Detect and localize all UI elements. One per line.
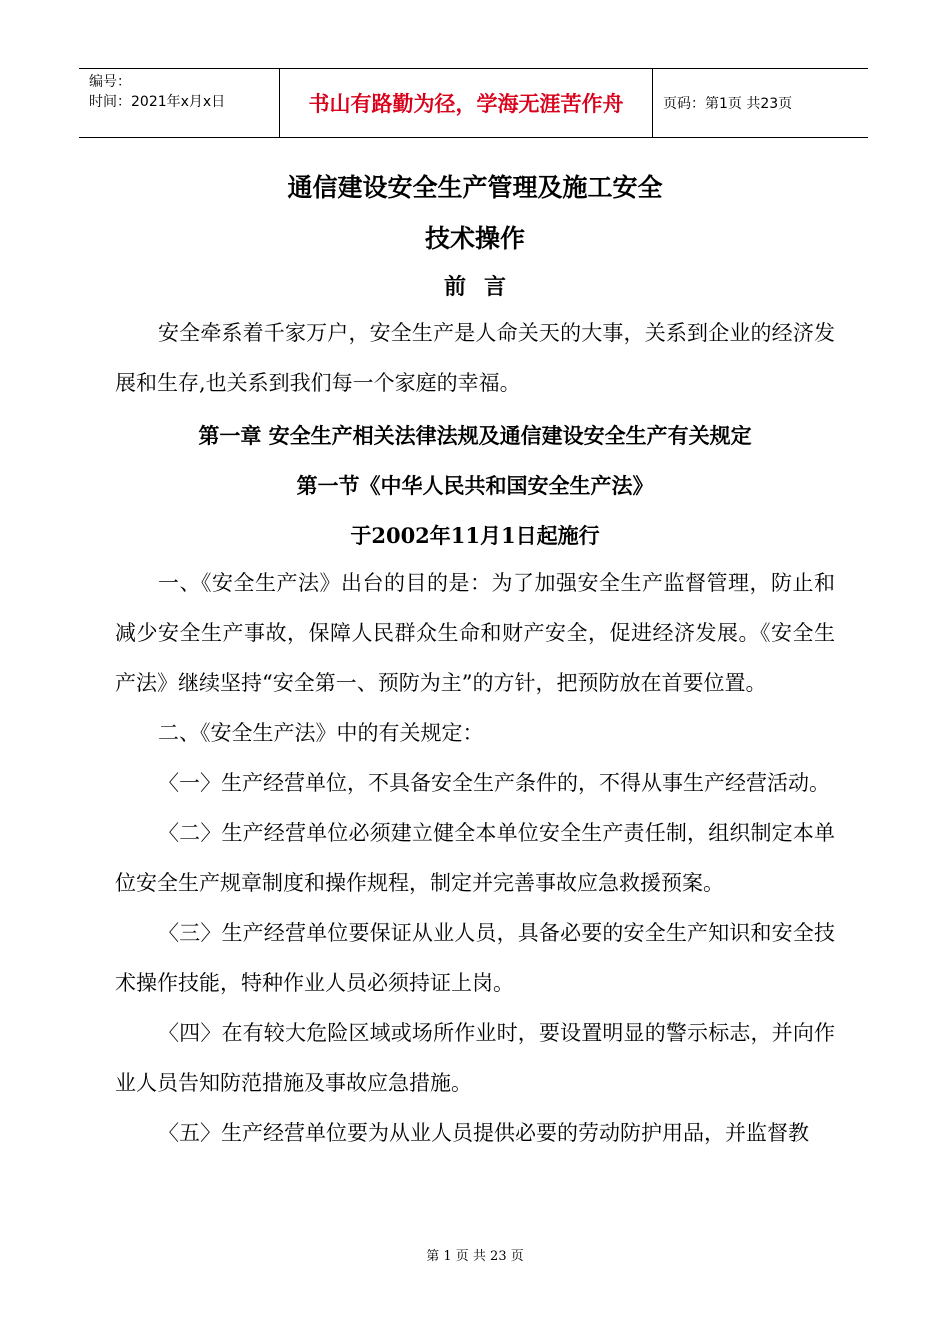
header-slogan: 书山有路勤为径，学海无涯苦作舟 <box>280 69 653 137</box>
preface-block <box>115 308 835 408</box>
body-paragraph: 一、《安全生产法》出台的目的是：为了加强安全生产监督管理，防止和减少安全生产事故，保障人民群众生命和财产安全，促进经济发展。《安全生产法》继续坚持“安全第一、预防为主”的方针，把预防放在首要位置。 <box>115 571 835 695</box>
doc-title-line1: 通信建设安全生产管理及施工安全 <box>287 173 663 202</box>
doc-title-line2: 技术操作 <box>424 224 525 253</box>
section-heading: 第一节《中华人民共和国安全生产法》 <box>296 473 654 498</box>
page-footer: 第 1 页 共 23 页 <box>426 1249 524 1264</box>
doc-time-label: 时间：2021年x月x日 <box>89 94 226 110</box>
preface-paragraph: 安全牵系着千家万户，安全生产是人命关天的大事，关系到企业的经济发展和生存,也关系到我们每一个家庭的幸福。 <box>115 321 835 395</box>
header-meta-cell <box>79 69 280 137</box>
body-paragraph: 〈五〉生产经营单位要为从业人员提供必要的劳动防护用品，并监督教 <box>158 1121 809 1145</box>
page-header-table <box>79 68 868 138</box>
main-body <box>115 558 835 1158</box>
doc-number-label: 编号： <box>89 74 131 90</box>
effective-date: 于2002年11月1日起施行 <box>350 523 600 548</box>
header-page-info: 页码：第1页 共23页 <box>663 96 793 112</box>
body-paragraph: 〈四〉在有较大危险区域或场所作业时，要设置明显的警示标志，并向作业人员告知防范措施及事故应急措施。 <box>115 1021 835 1095</box>
body-paragraph: 〈一〉生产经营单位，不具备安全生产条件的，不得从事生产经营活动。 <box>158 771 830 795</box>
body-paragraph: 〈二〉生产经营单位必须建立健全本单位安全生产责任制，组织制定本单位安全生产规章制度和操作规程，制定并完善事故应急救援预案。 <box>115 821 835 895</box>
body-paragraph: 二、《安全生产法》中的有关规定： <box>158 721 484 745</box>
chapter-heading: 第一章 安全生产相关法律法规及通信建设安全生产有关规定 <box>198 423 752 448</box>
body-paragraph: 〈三〉生产经营单位要保证从业人员，具备必要的安全生产知识和安全技术操作技能，特种作业人员必须持证上岗。 <box>115 921 835 995</box>
preface-heading: 前言 <box>443 274 524 300</box>
